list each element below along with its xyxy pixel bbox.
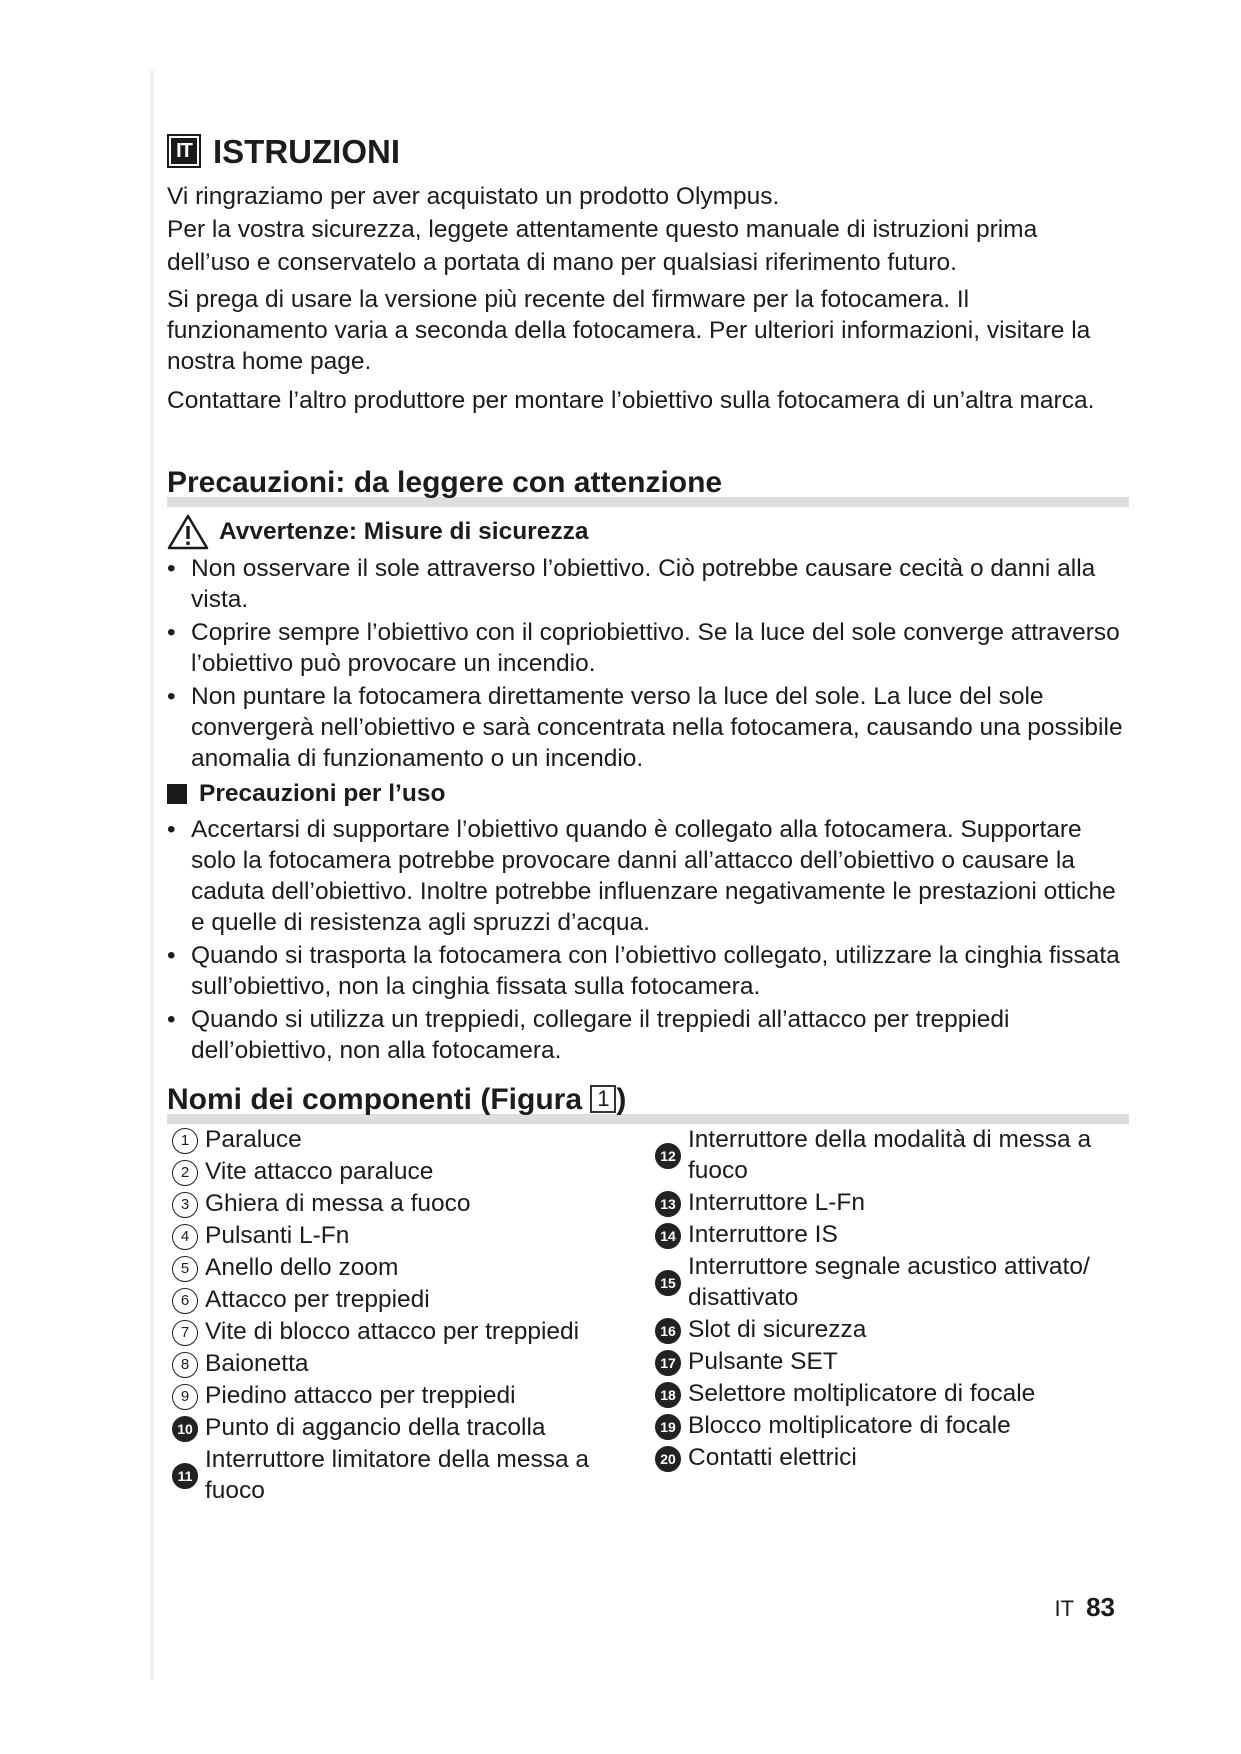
number-badge: 19 — [648, 1410, 688, 1441]
component-item — [648, 1442, 1128, 1473]
component-item — [165, 1444, 635, 1506]
list-item: • Quando si trasporta la fotocamera con l’obiettivo collegato, utilizzare la cinghia fissata sull’obiettivo, non la cinghia fissata sulla fotocamera. — [167, 940, 1132, 1002]
language-badge-icon: IT — [167, 134, 201, 168]
precautions-heading — [167, 466, 1129, 507]
list-item: • Non puntare la fotocamera direttamente verso la luce del sole. La luce del sole convergerà nell’obiettivo e sarà concentrata nella fotocamera, causando una possibile anomalia di funzionamento o un incendio. — [167, 681, 1132, 774]
component-label: Pulsanti L-Fn — [205, 1222, 350, 1249]
number-badge: 10 — [165, 1412, 205, 1443]
number-badge: 8 — [165, 1348, 205, 1379]
number-badge: 1 — [165, 1124, 205, 1155]
number-badge: 6 — [165, 1284, 205, 1315]
list-item: • Quando si utilizza un treppiedi, collegare il treppiedi all’attacco per treppiedi dell’obiettivo, non alla fotocamera. — [167, 1004, 1132, 1066]
warning-list — [167, 553, 1132, 776]
warning-subheading — [167, 514, 588, 550]
use-subheading — [167, 780, 445, 808]
page-title-text: ISTRUZIONI — [213, 132, 400, 170]
use-title: Precauzioni per l’uso — [199, 780, 446, 807]
number-badge: 4 — [165, 1220, 205, 1251]
component-item — [648, 1187, 1128, 1218]
component-label: Contatti elettrici — [688, 1444, 857, 1471]
component-label: Anello dello zoom — [205, 1254, 399, 1281]
page-number: 83 — [1086, 1592, 1115, 1622]
intro-paragraph: Per la vostra sicurezza, leggete attentamente questo manuale di istruzioni prima dell’uso e conservatelo a portata di mano per qualsiasi riferimento futuro. — [167, 216, 1038, 276]
square-bullet-icon — [167, 784, 187, 804]
component-item — [165, 1156, 635, 1187]
list-item: • Accertarsi di supportare l’obiettivo quando è collegato alla fotocamera. Supportare solo la fotocamera potrebbe provocare danni all’attacco dell’obiettivo o causare la caduta dell’obiettivo. Inoltre potrebbe influenzare negativamente le prestazioni ottiche e quelle di resistenza agli spruzzi d’acqua. — [167, 814, 1132, 938]
footer-language: IT — [1054, 1596, 1075, 1621]
component-label: Pulsante SET — [688, 1348, 838, 1375]
warning-title: Avvertenze: Misure di sicurezza — [219, 518, 589, 545]
components-heading — [167, 1083, 1129, 1124]
component-item — [165, 1380, 635, 1411]
scan-edge — [150, 70, 154, 1680]
component-item — [648, 1124, 1128, 1186]
component-label: Interruttore L-Fn — [688, 1189, 866, 1216]
intro-paragraph: Vi ringraziamo per aver acquistato un prodotto Olympus. — [167, 183, 780, 210]
component-item — [165, 1412, 635, 1443]
component-label: Attacco per treppiedi — [205, 1286, 430, 1313]
components-heading-prefix: Nomi dei componenti (Figura — [167, 1083, 591, 1116]
component-item — [648, 1410, 1128, 1441]
intro-paragraph: Si prega di usare la versione più recente del firmware per la fotocamera. Il funzionamento varia a seconda della fotocamera. Per ulteriori informazioni, visitare la nostra home page. — [167, 286, 1091, 375]
component-item — [165, 1188, 635, 1219]
component-item — [648, 1251, 1128, 1313]
number-badge: 15 — [648, 1251, 688, 1313]
component-item — [165, 1316, 635, 1347]
component-item — [648, 1219, 1128, 1250]
component-label: Vite di blocco attacco per treppiedi — [205, 1318, 580, 1345]
components-heading-suffix: ) — [616, 1083, 627, 1116]
component-label: Punto di aggancio della tracolla — [205, 1414, 546, 1441]
page-title — [167, 134, 400, 168]
component-item — [648, 1314, 1128, 1345]
number-badge: 5 — [165, 1252, 205, 1283]
section-title: Precauzioni: da leggere con attenzione — [167, 466, 723, 499]
warning-triangle-icon — [167, 514, 209, 550]
component-item — [648, 1346, 1128, 1377]
component-label: Blocco moltiplicatore di focale — [688, 1412, 1011, 1439]
number-badge: 18 — [648, 1378, 688, 1409]
components-left-column — [165, 1124, 635, 1507]
number-badge: 17 — [648, 1346, 688, 1377]
component-label: Baionetta — [205, 1350, 309, 1377]
component-label: Slot di sicurezza — [688, 1316, 867, 1343]
list-item: • Non osservare il sole attraverso l’obiettivo. Ciò potrebbe causare cecità o danni alla vista. — [167, 553, 1132, 615]
component-label: Paraluce — [205, 1126, 302, 1153]
component-label: Interruttore IS — [688, 1221, 838, 1248]
component-label: Selettore moltiplicatore di focale — [688, 1380, 1036, 1407]
number-badge: 7 — [165, 1316, 205, 1347]
intro-paragraph: Contattare l’altro produttore per montare l’obiettivo sulla fotocamera di un’altra marca. — [167, 387, 1095, 414]
components-right-column — [648, 1124, 1128, 1474]
figure-number-box: 1 — [590, 1085, 616, 1113]
number-badge: 12 — [648, 1124, 688, 1186]
section-title — [167, 1083, 1129, 1116]
component-label: Interruttore della modalità di messa a fuoco — [688, 1126, 1092, 1184]
component-item — [165, 1124, 635, 1155]
number-badge: 13 — [648, 1187, 688, 1218]
component-label: Interruttore limitatore della messa a fuoco — [205, 1446, 589, 1504]
component-label: Interruttore segnale acustico attivato/ disattivato — [688, 1253, 1090, 1311]
number-badge: 20 — [648, 1442, 688, 1473]
page-footer — [1055, 1592, 1115, 1623]
use-list — [167, 814, 1132, 1068]
component-item — [165, 1252, 635, 1283]
intro-text — [167, 180, 1127, 421]
component-item — [165, 1220, 635, 1251]
component-label: Vite attacco paraluce — [205, 1158, 434, 1185]
number-badge: 16 — [648, 1314, 688, 1345]
component-item — [165, 1284, 635, 1315]
number-badge: 14 — [648, 1219, 688, 1250]
component-item — [165, 1348, 635, 1379]
number-badge: 11 — [165, 1444, 205, 1506]
number-badge: 2 — [165, 1156, 205, 1187]
component-label: Piedino attacco per treppiedi — [205, 1382, 516, 1409]
component-item — [648, 1378, 1128, 1409]
number-badge: 9 — [165, 1380, 205, 1411]
component-label: Ghiera di messa a fuoco — [205, 1190, 471, 1217]
list-item: • Coprire sempre l’obiettivo con il copriobiettivo. Se la luce del sole converge attraverso l’obiettivo può provocare un incendio. — [167, 617, 1132, 679]
number-badge: 3 — [165, 1188, 205, 1219]
